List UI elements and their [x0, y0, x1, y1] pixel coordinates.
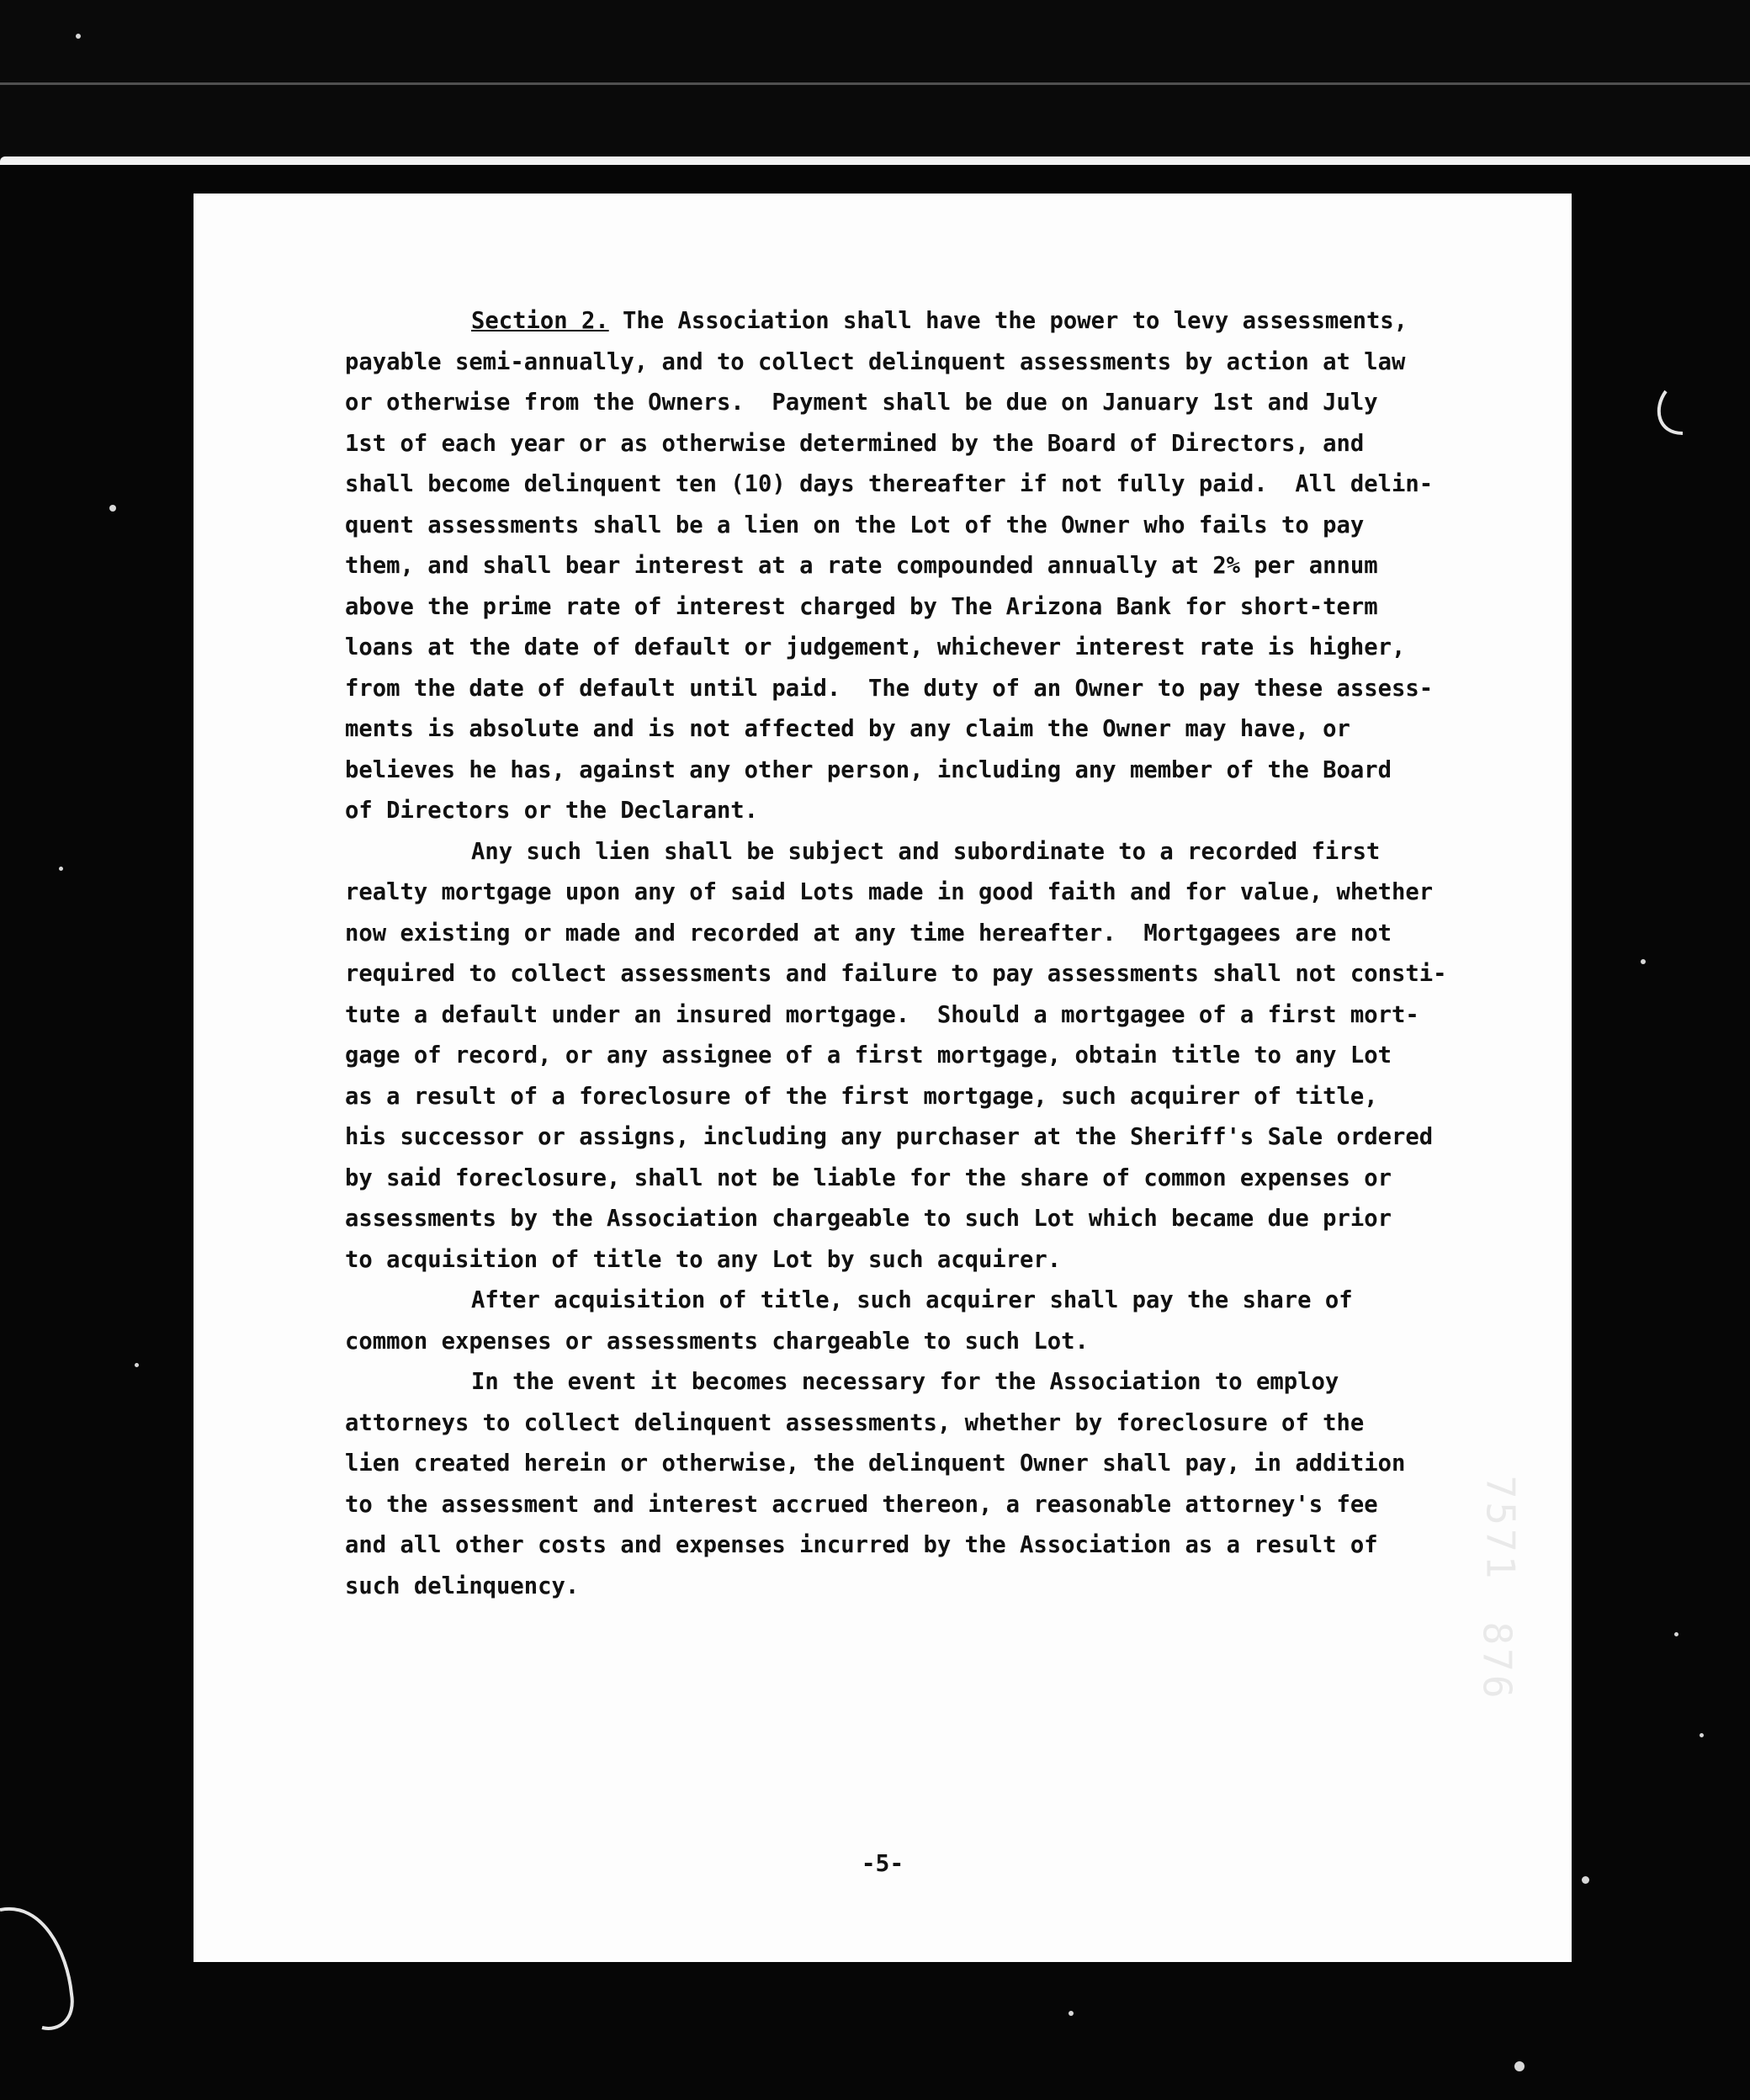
text-line: lien created herein or otherwise, the delinquent Owner shall pay, in addition	[345, 1450, 1406, 1477]
scan-speck	[109, 505, 116, 512]
page-number: -5-	[861, 1849, 904, 1877]
scan-speck	[59, 867, 63, 871]
text-line: from the date of default until paid. The duty of an Owner to pay these assess-	[345, 675, 1434, 702]
paragraph-after-acquisition	[345, 1281, 1506, 1362]
text-line: believes he has, against any other person, including any member of the Board	[345, 756, 1392, 783]
document-page	[194, 194, 1572, 1962]
paragraph-lien-subordination	[345, 832, 1506, 1281]
text-line: quent assessments shall be a lien on the Lot of the Owner who fails to pay	[345, 512, 1365, 538]
scan-speck	[135, 1363, 139, 1367]
text-line: or otherwise from the Owners. Payment shall be due on January 1st and July	[345, 390, 1378, 416]
paragraph-section-2	[345, 301, 1506, 832]
text-line: attorneys to collect delinquent assessments, whether by foreclosure of the	[345, 1409, 1365, 1436]
text-line: as a result of a foreclosure of the first mortgage, such acquirer of title,	[345, 1083, 1378, 1110]
text-line: realty mortgage upon any of said Lots made in good faith and for value, whether	[345, 879, 1434, 905]
text-line: shall become delinquent ten (10) days thereafter if not fully paid. All delin-	[345, 471, 1434, 497]
text-line: to acquisition of title to any Lot by such acquirer.	[345, 1246, 1062, 1273]
text-line: common expenses or assessments chargeable to such Lot.	[345, 1328, 1089, 1355]
section-heading: Section 2.	[471, 308, 609, 334]
text-line: them, and shall bear interest at a rate compounded annually at 2% per annum	[345, 553, 1378, 579]
text-line: to the assessment and interest accrued thereon, a reasonable attorney's fee	[345, 1491, 1378, 1518]
text-line: In the event it becomes necessary for the Association to employ	[471, 1369, 1339, 1395]
text-line: Section 2. The Association shall have the power to levy assessments,	[471, 308, 1408, 334]
text-line: payable semi-annually, and to collect delinquent assessments by action at law	[345, 348, 1406, 375]
text-line: Any such lien shall be subject and subordinate to a recorded first	[471, 838, 1381, 865]
text-line: 1st of each year or as otherwise determined by the Board of Directors, and	[345, 430, 1365, 457]
recording-book-number: 7571	[1477, 1475, 1524, 1583]
handwritten-curve-mark	[0, 1901, 109, 2036]
text-line: now existing or made and recorded at any time hereafter. Mortgagees are not	[345, 920, 1392, 947]
text-line: gage of record, or any assignee of a first mortgage, obtain title to any Lot	[345, 1042, 1392, 1069]
text-line: After acquisition of title, such acquirer shall pay the share of	[471, 1287, 1353, 1313]
scan-speck	[1674, 1632, 1678, 1636]
scan-speck	[1069, 2011, 1074, 2016]
text-line: required to collect assessments and failure to pay assessments shall not consti-	[345, 961, 1447, 987]
scan-speck	[1641, 959, 1646, 964]
paragraph-attorney-fees	[345, 1362, 1506, 1607]
scan-edge-line	[0, 156, 1750, 165]
text-line: and all other costs and expenses incurred by the Association as a result of	[345, 1532, 1378, 1558]
text-line: assessments by the Association chargeable to such Lot which became due prior	[345, 1206, 1392, 1232]
scan-edge-line	[0, 82, 1750, 85]
text-line: of Directors or the Declarant.	[345, 798, 759, 824]
text-line: by said foreclosure, shall not be liable for the share of common expenses or	[345, 1164, 1392, 1191]
text-line: ments is absolute and is not affected by any claim the Owner may have, or	[345, 716, 1350, 742]
scan-speck	[1582, 1876, 1589, 1884]
text-line: such delinquency.	[345, 1572, 580, 1599]
scan-speck	[1514, 2061, 1525, 2071]
scan-top-border	[0, 0, 1750, 160]
scan-speck	[76, 34, 81, 39]
text-line: loans at the date of default or judgement, whichever interest rate is higher,	[345, 634, 1406, 660]
recording-page-number: 876	[1474, 1621, 1520, 1702]
text-line: tute a default under an insured mortgage. Should a mortgagee of a first mort-	[345, 1001, 1419, 1028]
document-body	[345, 301, 1506, 1607]
text-line: his successor or assigns, including any purchaser at the Sheriff's Sale ordered	[345, 1124, 1434, 1150]
text-line: above the prime rate of interest charged by The Arizona Bank for short-term	[345, 593, 1378, 620]
scan-speck	[1700, 1733, 1704, 1737]
handwritten-curve-mark	[1649, 387, 1700, 446]
